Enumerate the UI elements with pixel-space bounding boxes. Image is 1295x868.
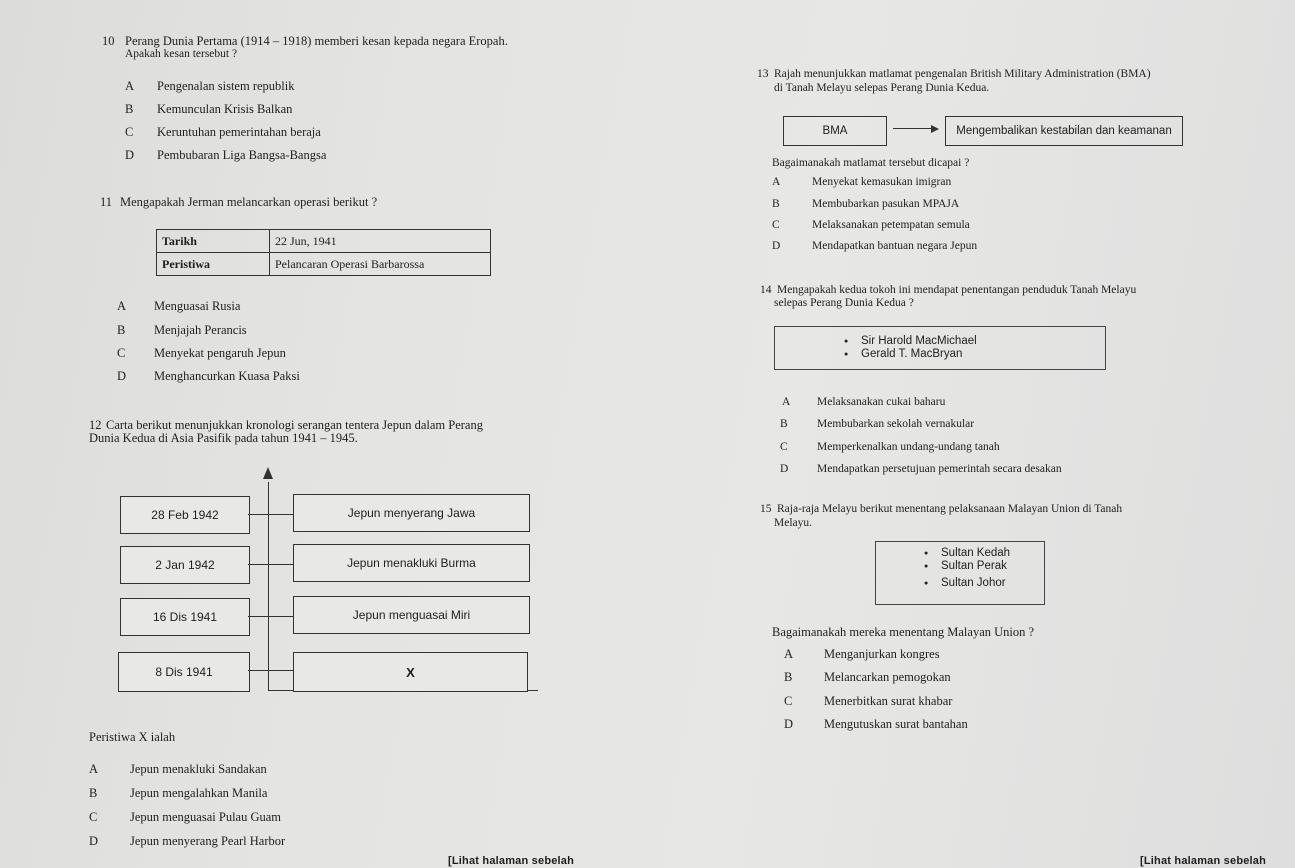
question-stem: Peristiwa X ialah: [89, 730, 176, 744]
timeline-event: Jepun menyerang Jawa: [293, 494, 530, 532]
question-number: 11: [100, 195, 113, 209]
bullet-item: ● Sultan Perak: [941, 560, 1010, 573]
option-b[interactable]: B Membubarkan sekolah vernakular: [780, 418, 975, 430]
question-text: Mengapakah Jerman melancarkan operasi berikut ?: [120, 195, 378, 209]
question-text: Perang Dunia Pertama (1914 – 1918) memberi kesan kepada negara Eropah.: [125, 34, 508, 48]
option-c[interactable]: C Jepun menguasai Pulau Guam: [89, 810, 282, 824]
question-number: 14: [760, 284, 772, 296]
option-d[interactable]: D Menghancurkan Kuasa Paksi: [117, 369, 300, 383]
bullet-item: ● Sultan Johor: [941, 577, 1010, 590]
connector: [248, 564, 293, 565]
option-d[interactable]: D Mendapatkan bantuan negara Jepun: [772, 240, 978, 252]
option-c[interactable]: C Menerbitkan surat khabar: [784, 694, 953, 708]
timeline-date: 2 Jan 1942: [120, 546, 250, 584]
table-label: Peristiwa: [157, 253, 270, 276]
question-stem: Bagaimanakah mereka menentang Malayan Union ?: [772, 625, 1035, 639]
question-text-line2: di Tanah Melayu selepas Perang Dunia Kedua.: [774, 82, 990, 94]
timeline-date: 8 Dis 1941: [118, 652, 250, 692]
timeline-date: 28 Feb 1942: [120, 496, 250, 534]
option-b[interactable]: B Kemunculan Krisis Balkan: [125, 102, 293, 116]
question-text-line2: Melayu.: [774, 517, 813, 529]
bullet-item: ● Sir Harold MacMichael: [861, 335, 977, 348]
timeline-event: Jepun menakluki Burma: [293, 544, 530, 582]
option-a[interactable]: A Menyekat kemasukan imigran: [772, 176, 952, 188]
question-text: Carta berikut menunjukkan kronologi serangan tentera Jepun dalam Perang: [106, 418, 483, 432]
table-row: [157, 230, 491, 253]
timeline-event: Jepun menguasai Miri: [293, 596, 530, 634]
option-c[interactable]: C Menyekat pengaruh Jepun: [117, 346, 286, 360]
question-text: Raja-raja Melayu berikut menentang pelaksanaan Malayan Union di Tanah: [777, 503, 1123, 515]
question-text-line2: selepas Perang Dunia Kedua ?: [774, 297, 914, 309]
question-number: 10: [102, 34, 115, 48]
question-number: 15: [760, 503, 772, 515]
flow-box-result: Mengembalikan kestabilan dan keamanan: [945, 116, 1183, 146]
info-table: [156, 229, 491, 276]
option-c[interactable]: C Melaksanakan petempatan semula: [772, 219, 970, 231]
question-text-line2: Dunia Kedua di Asia Pasifik pada tahun 1941 – 1945.: [89, 431, 358, 445]
table-value: Pelancaran Operasi Barbarossa: [270, 253, 491, 276]
question-stem: Bagaimanakah matlamat tersebut dicapai ?: [772, 157, 970, 169]
table-label: Tarikh: [157, 230, 270, 253]
option-b[interactable]: B Melancarkan pemogokan: [784, 670, 951, 684]
option-a[interactable]: A Melaksanakan cukai baharu: [782, 396, 946, 408]
footer-note: [Lihat halaman sebelah: [448, 855, 575, 867]
option-b[interactable]: B Menjajah Perancis: [117, 323, 247, 337]
option-c[interactable]: C Memperkenalkan undang-undang tanah: [780, 441, 1000, 453]
table-value: 22 Jun, 1941: [270, 230, 491, 253]
question-number: 12: [89, 418, 102, 432]
bullet-box: [875, 541, 1045, 605]
footer-note: [Lihat halaman sebelah: [1140, 855, 1267, 867]
bullet-item: ● Sultan Kedah: [941, 547, 1010, 560]
option-d[interactable]: D Mengutuskan surat bantahan: [784, 717, 968, 731]
arrow-right-icon: [931, 125, 939, 133]
option-a[interactable]: A Pengenalan sistem republik: [125, 79, 295, 93]
question-number: 13: [757, 68, 769, 80]
option-a[interactable]: A Menganjurkan kongres: [784, 647, 940, 661]
arrow-up-icon: [263, 467, 273, 479]
bullet-box: [774, 326, 1106, 370]
option-b[interactable]: B Jepun mengalahkan Manila: [89, 786, 268, 800]
option-d[interactable]: D Mendapatkan persetujuan pemerintah secara desakan: [780, 463, 1062, 475]
connector: [248, 670, 293, 671]
option-c[interactable]: C Keruntuhan pemerintahan beraja: [125, 125, 321, 139]
question-text: Mengapakah kedua tokoh ini mendapat penentangan penduduk Tanah Melayu: [777, 284, 1137, 296]
timeline-date: 16 Dis 1941: [120, 598, 250, 636]
option-a[interactable]: A Jepun menakluki Sandakan: [89, 762, 267, 776]
timeline-event-x: X: [293, 652, 528, 692]
option-d[interactable]: D Jepun menyerang Pearl Harbor: [89, 834, 286, 848]
bullet-item: ● Gerald T. MacBryan: [861, 348, 977, 361]
option-d[interactable]: D Pembubaran Liga Bangsa-Bangsa: [125, 148, 327, 162]
connector: [248, 616, 293, 617]
option-b[interactable]: B Membubarkan pasukan MPAJA: [772, 198, 960, 210]
connector: [248, 514, 293, 515]
question-text: Rajah menunjukkan matlamat pengenalan British Military Administration (BMA): [774, 68, 1151, 80]
question-subtext: Apakah kesan tersebut ?: [125, 48, 238, 60]
flow-arrow-line: [893, 128, 931, 129]
flow-box-bma: BMA: [783, 116, 887, 146]
option-a[interactable]: A Menguasai Rusia: [117, 299, 241, 313]
table-row: [157, 253, 491, 276]
